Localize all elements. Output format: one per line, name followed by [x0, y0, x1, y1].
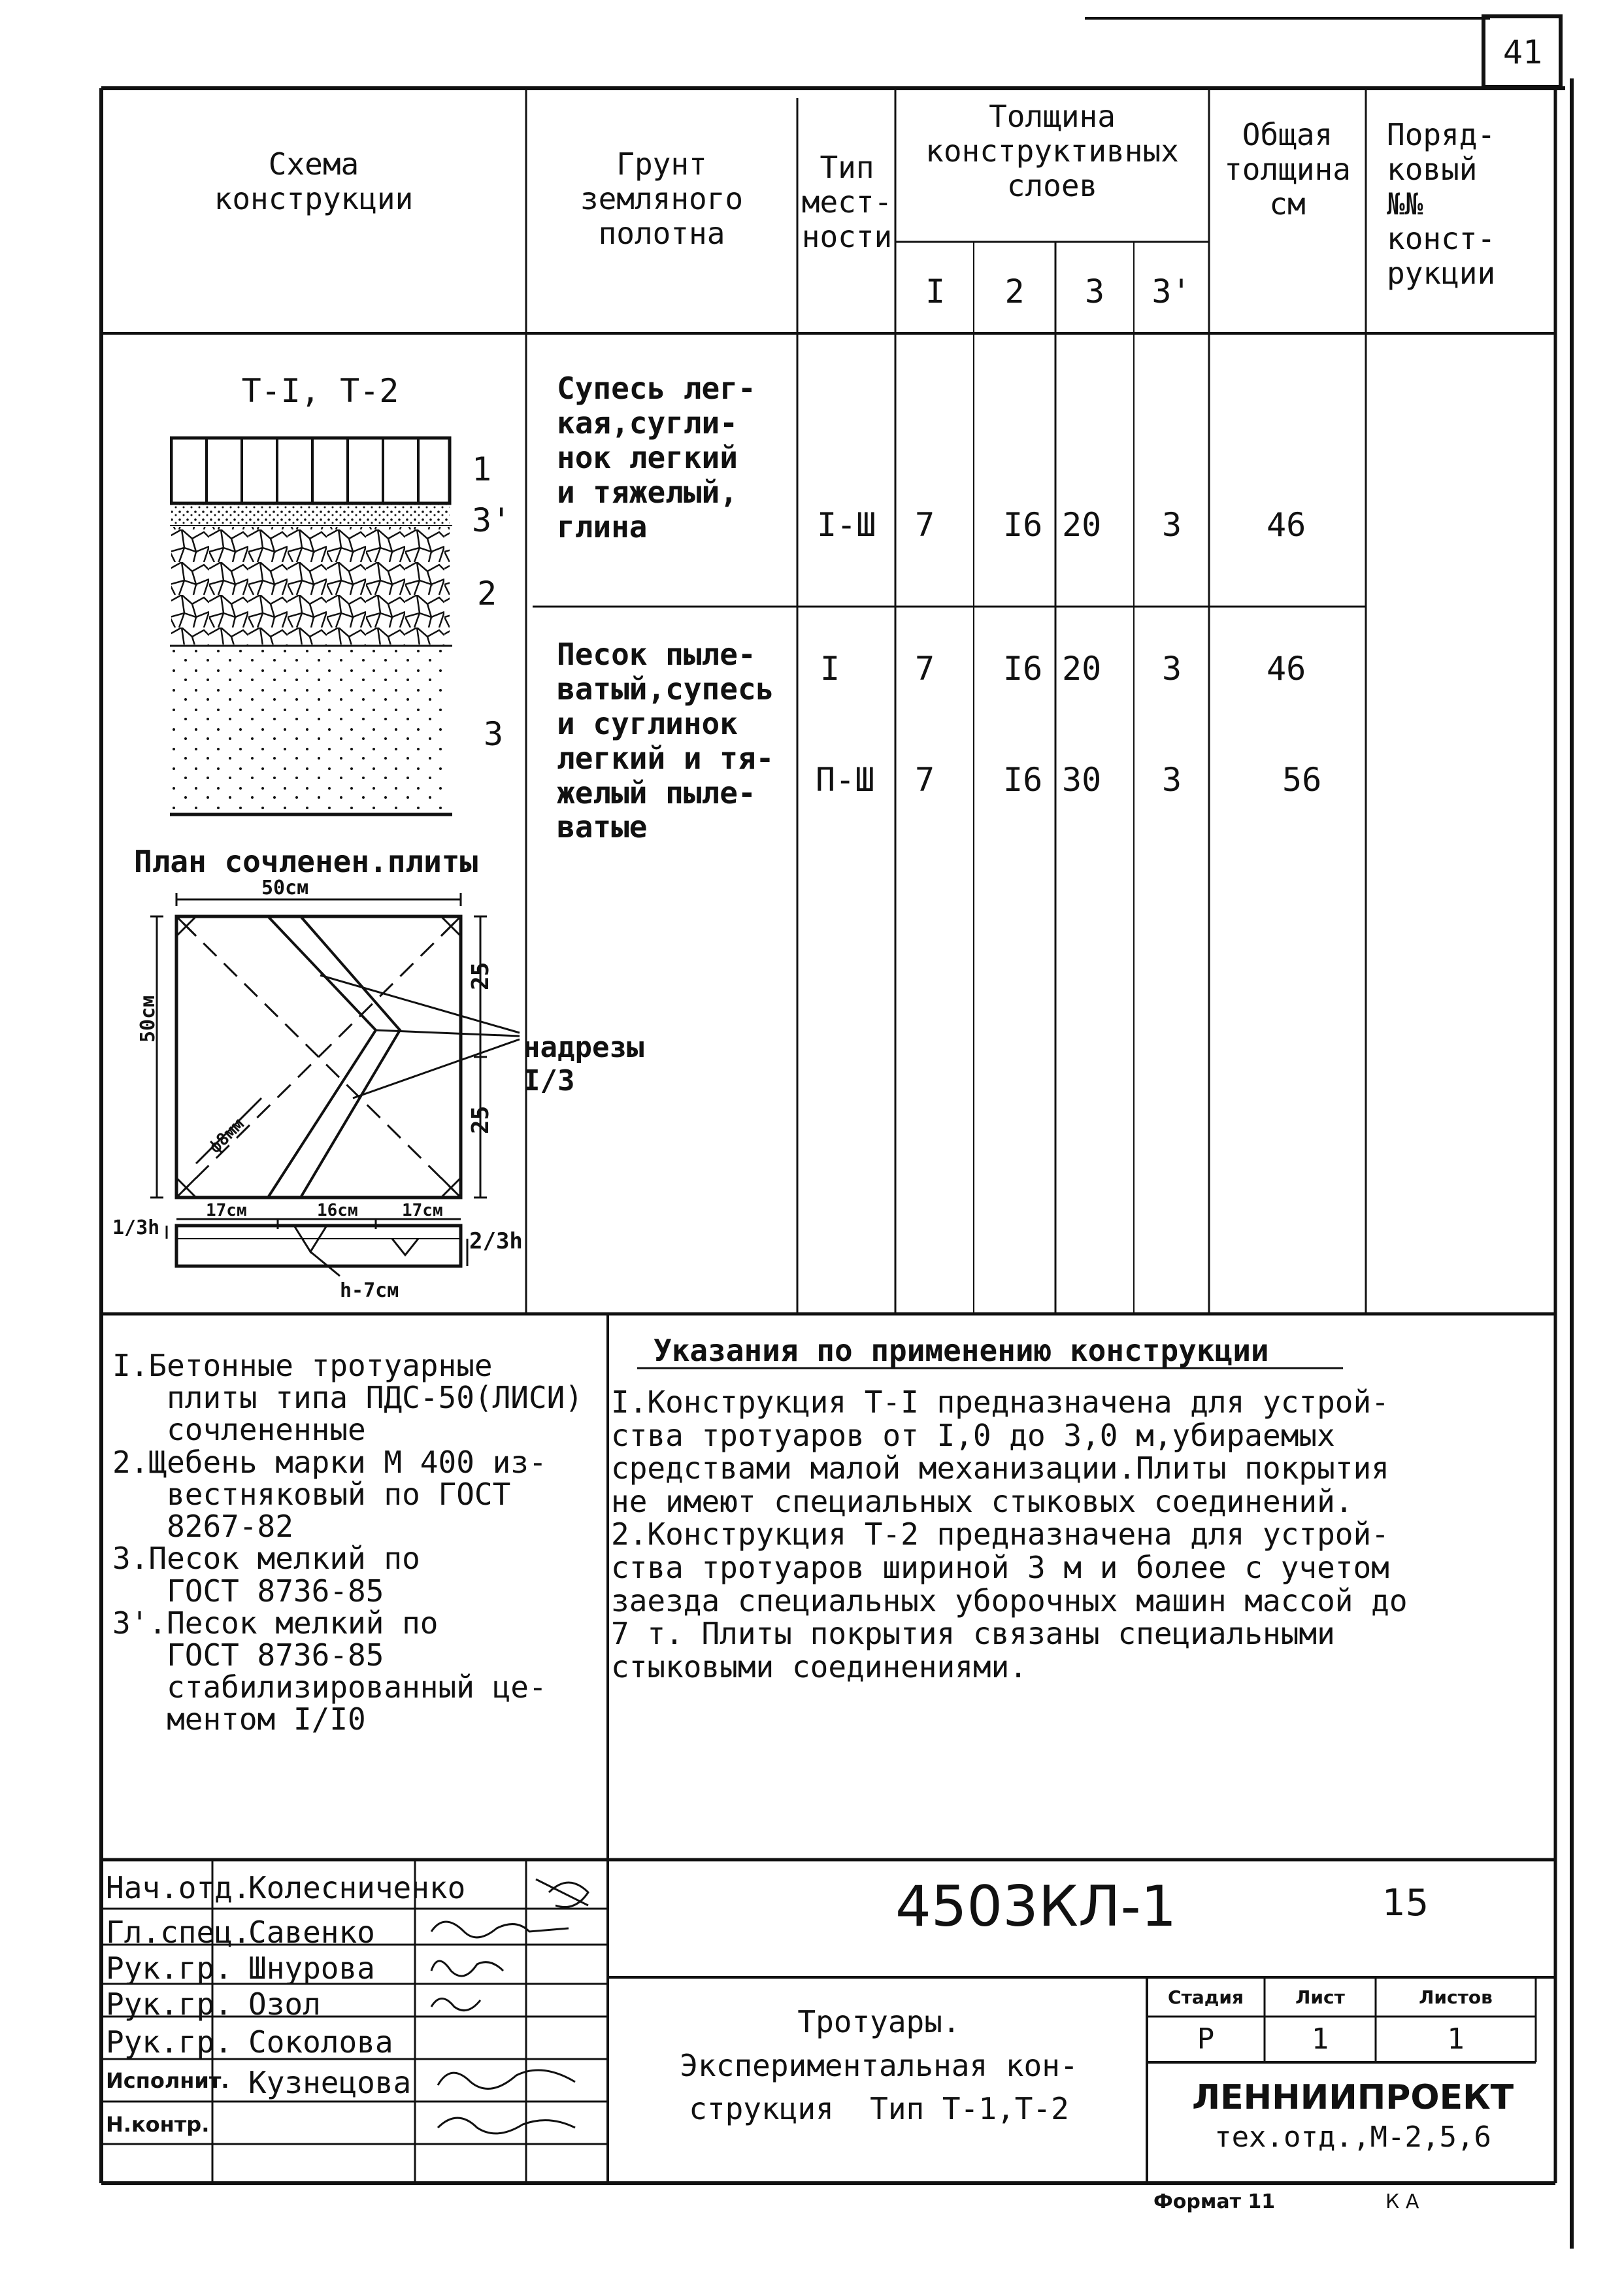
plan-bottom-dim-1: 17см — [206, 1201, 247, 1220]
row2-layer-2: I6 — [1003, 650, 1043, 688]
header-terrain: Тип мест- ности — [801, 150, 893, 254]
header-number: Поряд- ковый №№ конст- рукции — [1387, 117, 1496, 291]
layer-mark-3p: 3' — [472, 501, 512, 539]
stamp-name-5: Соколова — [248, 2024, 393, 2060]
plan-drawing — [98, 876, 529, 1281]
row3-layer-1: 7 — [915, 761, 935, 799]
header-layer-1: I — [925, 273, 946, 310]
header-layer-3p: 3' — [1152, 273, 1191, 310]
row1-terrain: I-Ш — [817, 506, 876, 544]
stamp-role-2: Гл.спец. — [106, 1915, 251, 1950]
header-soil: Грунт земляного полотна — [580, 146, 744, 251]
plan-bottom-dim-3: 17см — [402, 1201, 443, 1220]
stamp-name-4: Озол — [248, 1986, 321, 2022]
plan-right-mark: 2/3h — [469, 1228, 523, 1254]
organization-name: ЛЕННИИПРОЕКТ — [1191, 2078, 1514, 2117]
row2-total: 46 — [1267, 650, 1306, 688]
row1-layer-3p: 3 — [1162, 506, 1182, 544]
row3-layer-3p: 3 — [1162, 761, 1182, 799]
layer-section-drawing — [170, 431, 457, 824]
stamp-name-2: Савенко — [248, 1915, 375, 1950]
plan-dim-25-bottom: 25 — [467, 1105, 494, 1134]
header-layers: Толщина конструктивных слоев — [925, 99, 1179, 203]
row2-soil: Песок пыле- ватый,супесь и суглинок легкий и тя- желый пыле- ватые — [557, 637, 774, 845]
row1-soil: Супесь лег- кая,сугли- нок легкий и тяжелый, глина — [557, 371, 756, 544]
signatures — [418, 1866, 614, 2180]
plan-dim-25-top: 25 — [467, 962, 494, 990]
drawing-title: Тротуары. Экспериментальная кон- струкция Тип Т-1,Т-2 — [680, 2004, 1078, 2127]
row3-total: 56 — [1282, 761, 1322, 799]
row2-layer-3p: 3 — [1162, 650, 1182, 688]
plan-cuts-label: надрезы I/3 — [523, 1031, 644, 1097]
stamp-label-stage: Стадия — [1168, 1986, 1244, 2008]
row2-terrain: I — [820, 650, 840, 688]
document-code: 4503КЛ-1 — [895, 1874, 1177, 1939]
stamp-sheets: 1 — [1447, 2022, 1465, 2056]
materials-legend: I.Бетонные тротуарные плиты типа ПДС-50(ЛИСИ) сочлененные 2.Щебень марки М 400 из- вестняковый по ГОСТ 8267-82 3.Песок мелкий по ГОСТ 8736-85 3'.Песок мелкий по ГОСТ 8736-85 стабилизированный це- ментом I/I0 — [112, 1348, 584, 1737]
stamp-role-6: Исполнит. — [106, 2068, 229, 2093]
instructions-title: Указания по применению конструкции — [654, 1333, 1269, 1368]
scheme-title: Т-I, Т-2 — [241, 372, 399, 410]
instructions-text: I.Конструкция Т-I предназначена для устрой- ства тротуаров от I,0 до 3,0 м,убираемых средствами малой механизации.Плиты покрытия не имеют специальных стыковых соединений. 2.Конструкция Т-2 предназначена для устрой- ства тротуаров шириной 3 м и более с учетом заезда специальных уборочных машин массой до 7 т. Плиты покрытия связаны специальными стыковыми соединениями. — [611, 1384, 1408, 1684]
row1-layer-1: 7 — [915, 506, 935, 544]
stamp-name-1: Колесниченко — [248, 1870, 466, 1905]
row3-terrain: П-Ш — [816, 761, 875, 799]
row1-layer-3: 20 — [1062, 506, 1102, 544]
sheet-format: Формат 11 — [1153, 2190, 1276, 2213]
layer-mark-2: 2 — [477, 575, 497, 612]
row1-layer-2: I6 — [1003, 506, 1043, 544]
sheet-number: 41 — [1502, 33, 1543, 71]
row2-layer-1: 7 — [915, 650, 935, 688]
stamp-role-1: Нач.отд. — [106, 1870, 251, 1905]
document-sheet-number: 15 — [1382, 1882, 1429, 1924]
plan-depth: h-7см — [340, 1279, 399, 1302]
stamp-role-4: Рук.гр. — [106, 1986, 233, 2022]
header-layer-3: 3 — [1084, 273, 1105, 310]
header-scheme: Схема конструкции — [214, 146, 414, 216]
row2-layer-3: 20 — [1062, 650, 1102, 688]
stamp-sheet: 1 — [1311, 2022, 1329, 2056]
stamp-name-6: Кузнецова — [248, 2065, 412, 2100]
row3-layer-3: 30 — [1062, 761, 1102, 799]
plan-diameter: ф8мм — [205, 1114, 248, 1158]
layer-mark-3: 3 — [484, 715, 504, 753]
row1-total: 46 — [1267, 506, 1306, 544]
stamp-stage: Р — [1197, 2022, 1215, 2056]
stamp-role-5: Рук.гр. — [106, 2024, 233, 2060]
layer-mark-1: 1 — [472, 450, 492, 488]
plan-title: План сочленен.плиты — [134, 844, 478, 879]
header-total: Общая толщина см — [1224, 117, 1351, 222]
plan-dim-top: 50см — [261, 877, 309, 899]
row3-layer-2: I6 — [1003, 761, 1043, 799]
stamp-role-7: Н.контр. — [106, 2112, 210, 2137]
plan-dim-left: 50см — [137, 995, 159, 1043]
stamp-name-3: Шнурова — [248, 1951, 375, 1986]
plan-left-mark: 1/3h — [112, 1216, 160, 1239]
header-layer-2: 2 — [1004, 273, 1025, 310]
plan-bottom-dim-2: 16см — [317, 1201, 358, 1220]
corner-mark: К А — [1385, 2190, 1419, 2213]
stamp-label-sheet: Лист — [1295, 1986, 1345, 2008]
organization-department: тех.отд.,М-2,5,6 — [1214, 2120, 1491, 2154]
stamp-role-3: Рук.гр. — [106, 1951, 233, 1986]
stamp-label-sheets: Листов — [1419, 1986, 1493, 2008]
